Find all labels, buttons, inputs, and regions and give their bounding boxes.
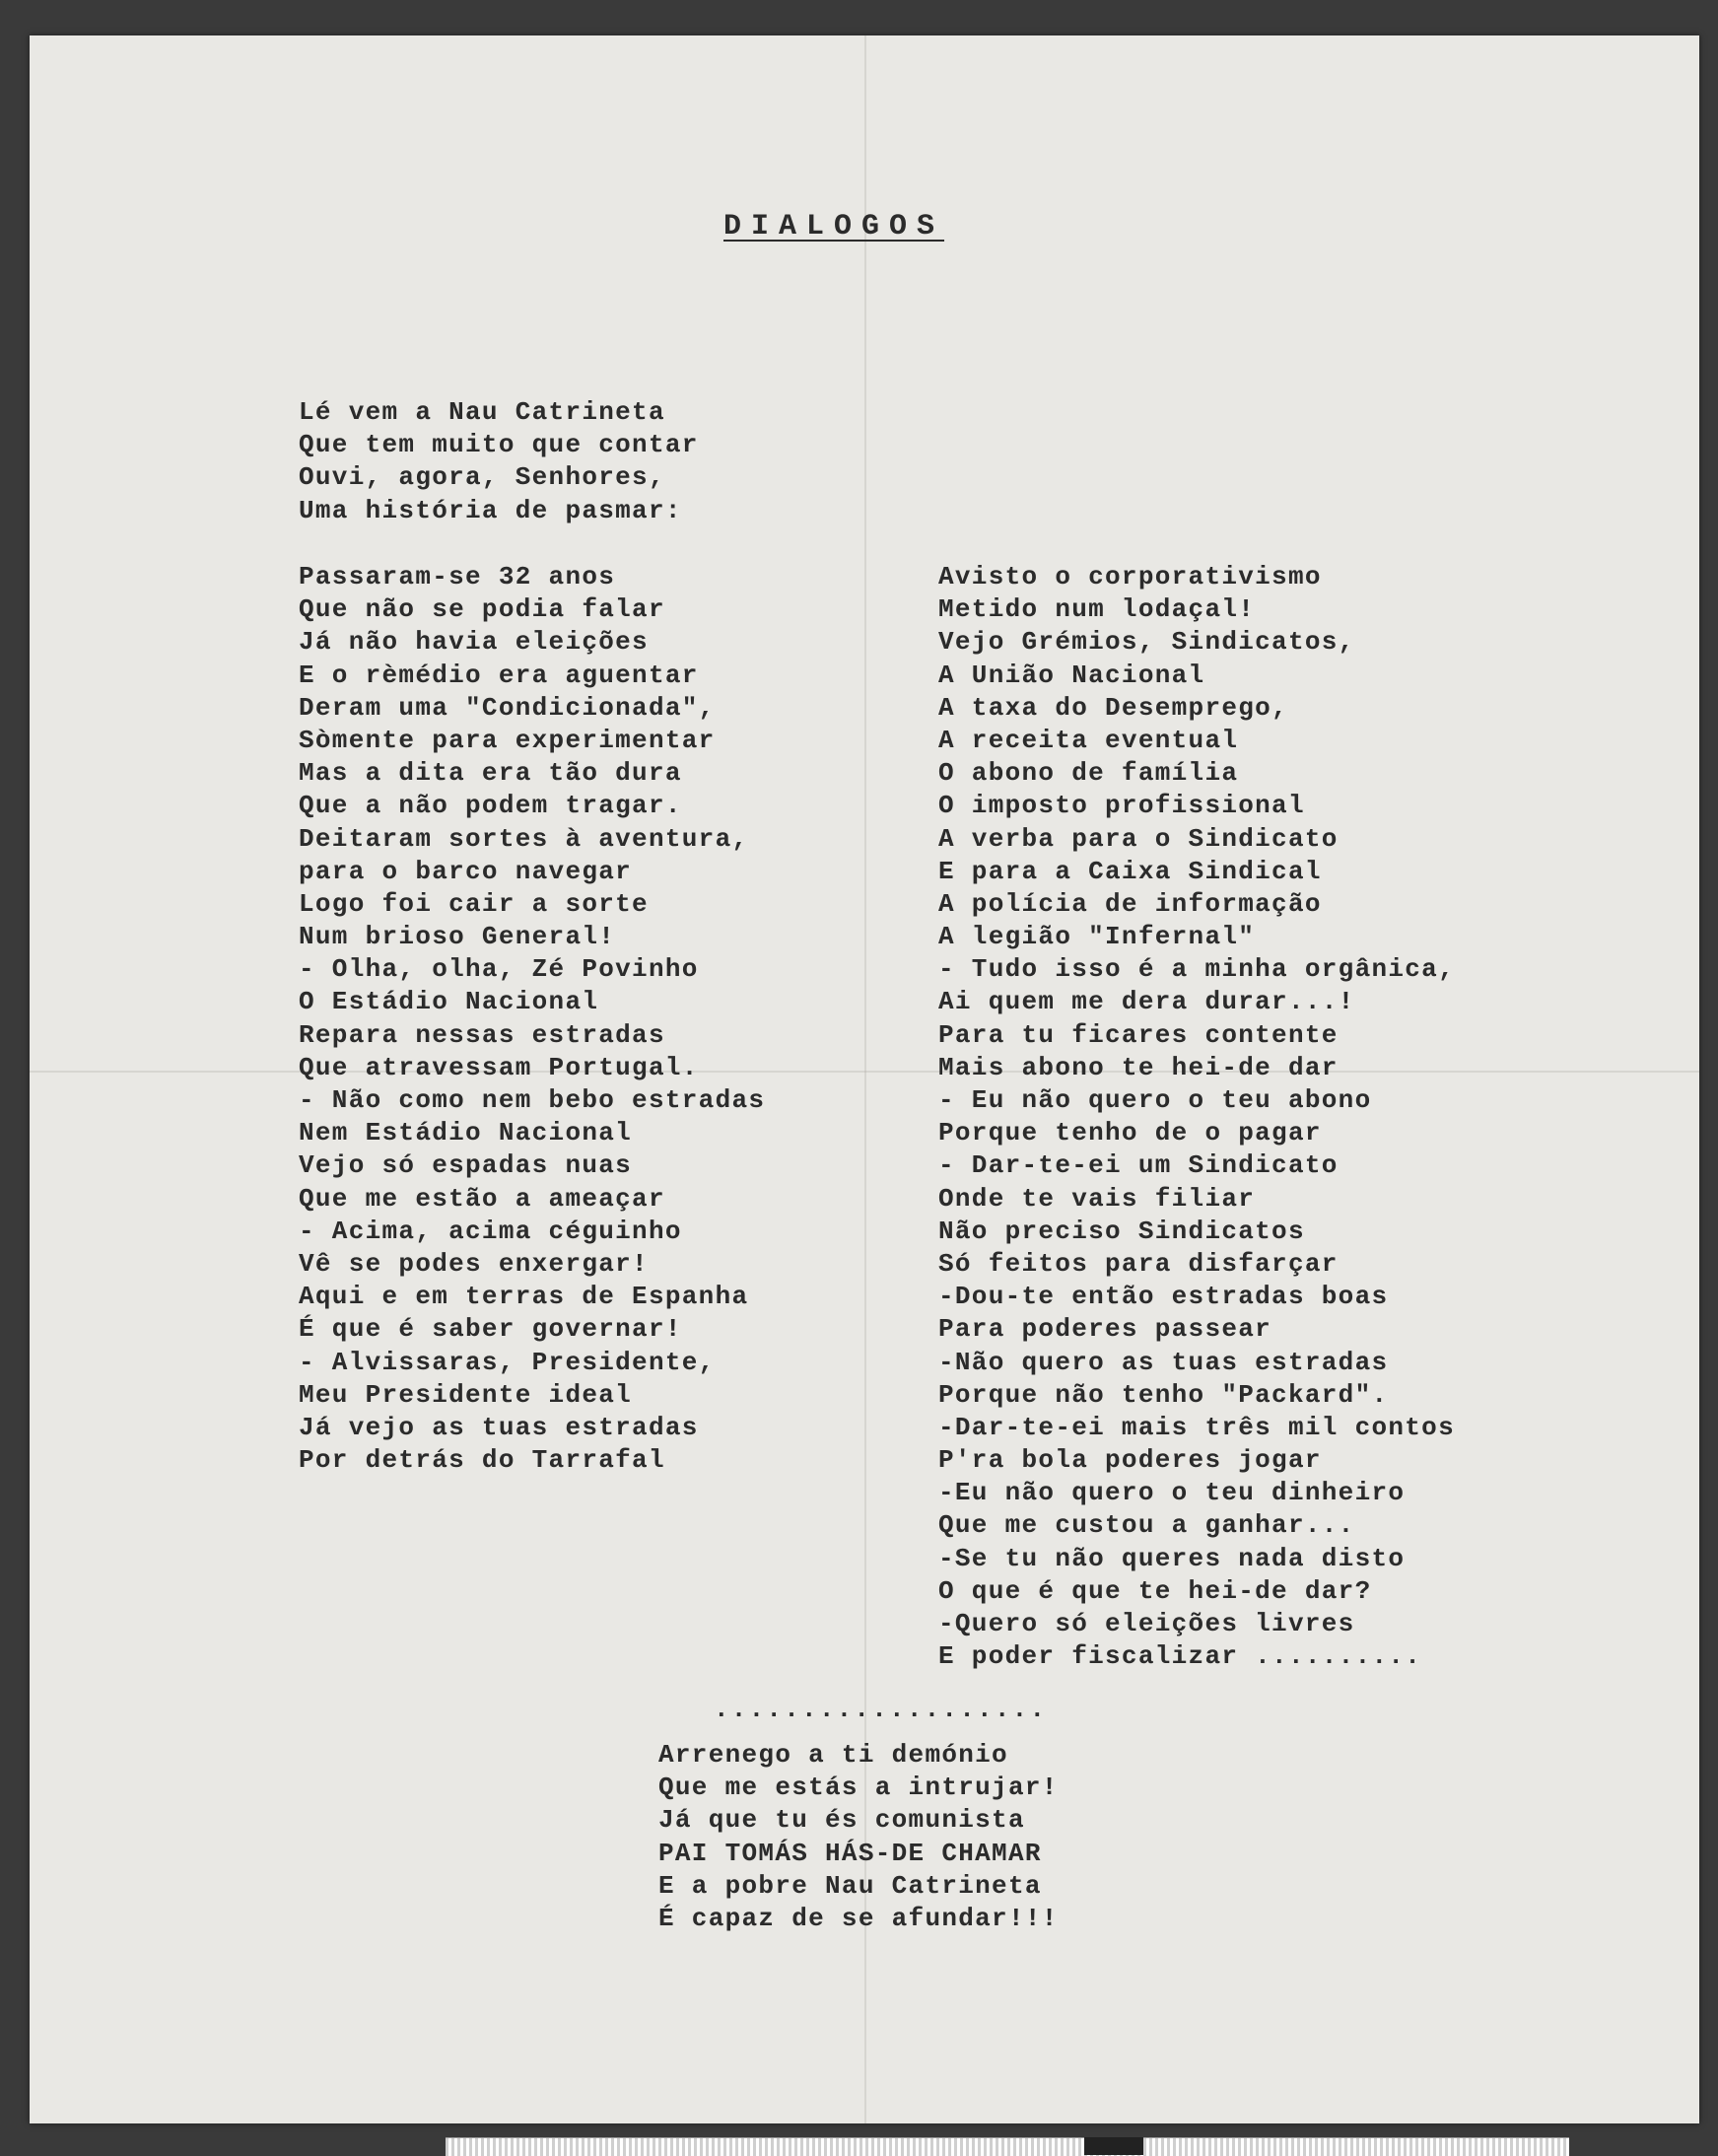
- verse-line: A polícia de informação: [938, 888, 1322, 919]
- verse-line: O que é que te hei-de dar?: [938, 1575, 1372, 1606]
- verse-line: E para a Caixa Sindical: [938, 856, 1322, 886]
- verse-line: A legião "Infernal": [938, 922, 1256, 952]
- verse-line: Não preciso Sindicatos: [938, 1216, 1305, 1246]
- verse-line: Deitaram sortes à aventura,: [299, 823, 749, 854]
- verse-line: - Tudo isso é a minha orgânica,: [938, 954, 1455, 985]
- verse-line: Porque não tenho "Packard".: [938, 1379, 1389, 1410]
- verse-line: É que é saber governar!: [299, 1314, 682, 1345]
- verse-line: Vejo Grémios, Sindicatos,: [938, 627, 1355, 658]
- verse-line: -Eu não quero o teu dinheiro: [938, 1478, 1406, 1508]
- verse-line: A taxa do Desemprego,: [938, 692, 1288, 723]
- verse-line: A União Nacional: [938, 660, 1205, 690]
- verse-line: -Não quero as tuas estradas: [938, 1347, 1389, 1377]
- verse-line: Mais abono te hei-de dar: [938, 1052, 1339, 1082]
- verse-line: - Não como nem bebo estradas: [299, 1085, 766, 1115]
- verse-line: E a pobre Nau Catrineta: [658, 1870, 1042, 1901]
- document-title: DIALOGOS: [722, 210, 945, 243]
- verse-line: A verba para o Sindicato: [938, 823, 1339, 854]
- verse-line: Já que tu és comunista: [658, 1805, 1025, 1836]
- verse-line: Vê se podes enxergar!: [299, 1248, 649, 1279]
- verse-line: Lé vem a Nau Catrineta: [299, 397, 665, 427]
- verse-line: - Alvissaras, Presidente,: [299, 1347, 716, 1377]
- verse-line: O Estádio Nacional: [299, 987, 599, 1017]
- verse-line: Passaram-se 32 anos: [299, 562, 616, 591]
- scale-bar-dark-patch: [1084, 2137, 1143, 2155]
- verse-line: Avisto o corporativismo: [938, 562, 1322, 591]
- right-column-verses: [938, 561, 1455, 1673]
- verse-line: - Eu não quero o teu abono: [938, 1085, 1372, 1115]
- verse-line: -Dou-te então estradas boas: [938, 1282, 1389, 1312]
- verse-line: Deram uma "Condicionada",: [299, 692, 716, 723]
- verse-line: Arrenego a ti demónio: [658, 1740, 1008, 1770]
- verse-line: Para tu ficares contente: [938, 1019, 1339, 1050]
- verse-line: Para poderes passear: [938, 1314, 1272, 1345]
- verse-line: para o barco navegar: [299, 856, 633, 886]
- verse-line: Por detrás do Tarrafal: [299, 1445, 665, 1476]
- verse-line: Ai quem me dera durar...!: [938, 987, 1355, 1017]
- verse-line: Que atravessam Portugal.: [299, 1052, 699, 1082]
- verse-line: E o rèmédio era aguentar: [299, 660, 699, 690]
- verse-line: Vejo só espadas nuas: [299, 1150, 633, 1181]
- verse-line: Que me estás a intrujar!: [658, 1773, 1059, 1803]
- verse-line: -Quero só eleições livres: [938, 1609, 1355, 1638]
- verse-line: - Acima, acima céguinho: [299, 1216, 682, 1246]
- verse-line: Aqui e em terras de Espanha: [299, 1282, 749, 1312]
- verse-line: Que a não podem tragar.: [299, 791, 682, 821]
- verse-line: O abono de família: [938, 758, 1239, 789]
- verse-line: Que me estão a ameaçar: [299, 1183, 665, 1214]
- verse-line: Já vejo as tuas estradas: [299, 1412, 699, 1442]
- verse-line: - Dar-te-ei um Sindicato: [938, 1150, 1339, 1181]
- verse-line: -Se tu não queres nada disto: [938, 1543, 1406, 1573]
- verse-line: Só feitos para disfarçar: [938, 1248, 1339, 1279]
- verse-line: E poder fiscalizar ..........: [938, 1641, 1422, 1672]
- verse-line: -Dar-te-ei mais três mil contos: [938, 1412, 1455, 1442]
- intro-stanza: [299, 396, 699, 527]
- verse-line: Porque tenho de o pagar: [938, 1118, 1322, 1148]
- verse-line: Sòmente para experimentar: [299, 725, 716, 755]
- verse-line: Metido num lodaçal!: [938, 594, 1256, 625]
- verse-line: O imposto profissional: [938, 791, 1305, 821]
- verse-line: Que não se podia falar: [299, 594, 665, 625]
- left-column-verses: [299, 561, 765, 1477]
- verse-line: P'ra bola poderes jogar: [938, 1445, 1322, 1476]
- verse-line: Logo foi cair a sorte: [299, 888, 649, 919]
- verse-line: Uma história de pasmar:: [299, 495, 682, 525]
- color-scale-bar: [446, 2137, 1569, 2156]
- verse-line: - Olha, olha, Zé Povinho: [299, 954, 699, 985]
- closing-stanza: [658, 1739, 1059, 1935]
- section-separator: ...................: [714, 1695, 1048, 1724]
- verse-line: Nem Estádio Nacional: [299, 1118, 633, 1148]
- verse-line: Onde te vais filiar: [938, 1183, 1256, 1214]
- verse-line: Que tem muito que contar: [299, 430, 699, 460]
- verse-line: Num brioso General!: [299, 922, 616, 952]
- verse-line: Ouvi, agora, Senhores,: [299, 462, 665, 493]
- verse-line: Que me custou a ganhar...: [938, 1510, 1355, 1541]
- verse-line: A receita eventual: [938, 725, 1239, 755]
- verse-line: PAI TOMÁS HÁS-DE CHAMAR: [658, 1838, 1042, 1868]
- verse-line: Meu Presidente ideal: [299, 1379, 633, 1410]
- verse-line: Já não havia eleições: [299, 627, 649, 658]
- verse-line: Mas a dita era tão dura: [299, 758, 682, 789]
- verse-line: Repara nessas estradas: [299, 1019, 665, 1050]
- verse-line: É capaz de se afundar!!!: [658, 1903, 1059, 1933]
